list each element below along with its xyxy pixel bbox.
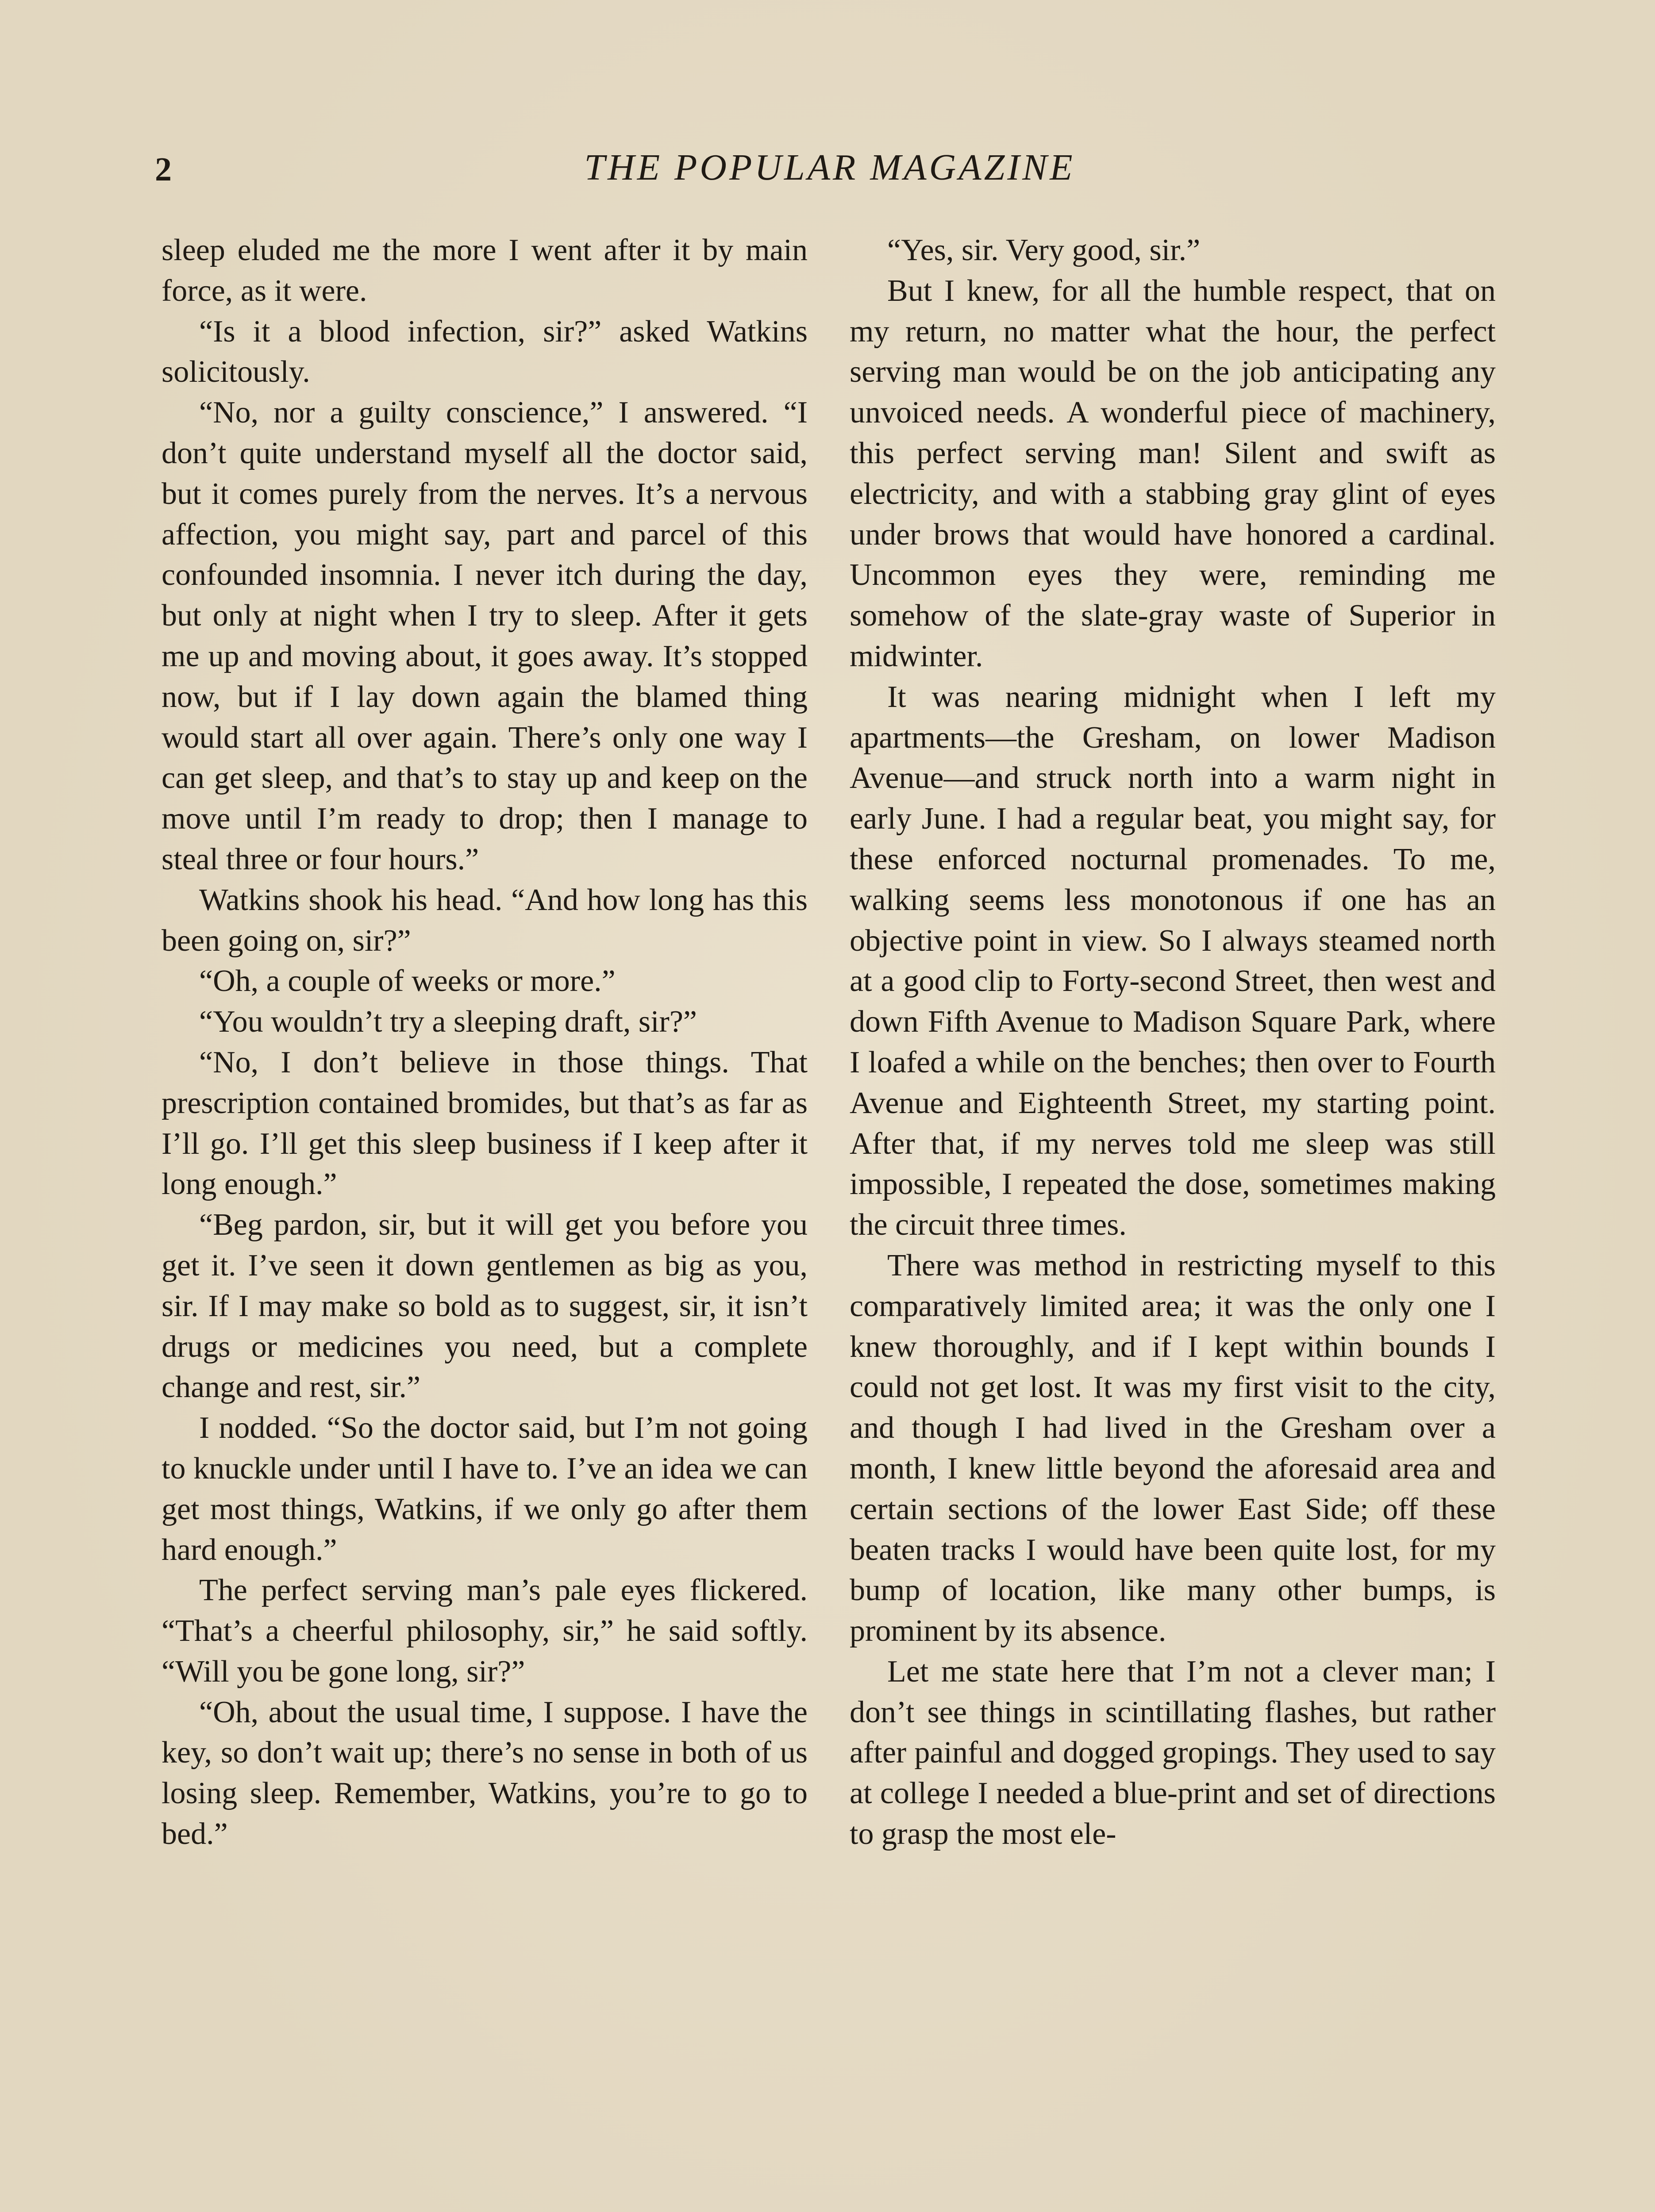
paragraph: Watkins shook his head. “And how long has this been going on, sir?”: [162, 883, 808, 958]
paragraph: “You wouldn’t try a sleeping draft, sir?”: [199, 1005, 697, 1039]
right-column: [850, 230, 1496, 1855]
page-header: [155, 146, 1505, 204]
paragraph: “Is it a blood infection, sir?” asked Watkins solicitously.: [162, 314, 808, 389]
paragraph: “No, nor a guilty conscience,” I answered. “I don’t quite understand myself all the doctor said, but it comes purely from the nerves. It’s a nervous affection, you might say, part and parcel of this confounded insomnia. I never itch during the day, but only at night when I try to sleep. After it gets me up and moving about, it goes away. It’s stopped now, but if I lay down again the blamed thing would start all over again. There’s only one way I can get sleep, and that’s to stay up and keep on the move until I’m ready to drop; then I manage to steal three or four hours.”: [162, 396, 808, 876]
paragraph: “No, I don’t believe in those things. That prescription contained bromides, but that’s as far as I’ll go. I’ll get this sleep business if I keep after it long enough.”: [162, 1045, 808, 1202]
left-column: [162, 230, 808, 1855]
page-number: 2: [155, 151, 172, 188]
paragraph: I nodded. “So the doctor said, but I’m not going to knuckle under until I have to. I’ve an idea we can get most things, Watkins, if we only go after them hard enough.”: [162, 1411, 808, 1567]
paragraph: There was method in restricting myself to this comparatively limited area; it was the only one I knew thoroughly, and if I kept within bounds I could not get lost. It was my first visit to the city, and though I had lived in the Gresham over a month, I knew little beyond the aforesaid area and certain sections of the lower East Side; off these beaten tracks I would have been quite lost, for my bump of location, like many other bumps, is prominent by its absence.: [850, 1248, 1496, 1648]
paragraph: sleep eluded me the more I went after it by main force, as it were.: [162, 233, 808, 308]
paragraph: “Beg pardon, sir, but it will get you before you get it. I’ve seen it down gentlemen as big as you, sir. If I may make so bold as to suggest, sir, it isn’t drugs or medicines you need, but a complete change and rest, sir.”: [162, 1208, 808, 1405]
paragraph: But I knew, for all the humble respect, that on my return, no matter what the hour, the perfect serving man would be on the job anticipating any unvoiced needs. A wonderful piece of machinery, this perfect serving man! Silent and swift as electricity, and with a stabbing gray glint of eyes under brows that would have honored a cardinal. Uncommon eyes they were, reminding me somehow of the slate-gray waste of Superior in midwinter.: [850, 273, 1496, 673]
paragraph: “Oh, a couple of weeks or more.”: [199, 964, 616, 998]
running-title: THE POPULAR MAGAZINE: [584, 147, 1075, 188]
paragraph: The perfect serving man’s pale eyes flickered. “That’s a cheerful philosophy, sir,” he said softly. “Will you be gone long, sir?”: [162, 1573, 808, 1689]
paragraph: Let me state here that I’m not a clever man; I don’t see things in scintillating flashes, but rather after painful and dogged gropings. They used to say at college I needed a blue-print and set of directions to grasp the most ele-: [850, 1654, 1496, 1851]
paragraph: “Yes, sir. Very good, sir.”: [887, 233, 1201, 267]
paragraph: “Oh, about the usual time, I suppose. I have the key, so don’t wait up; there’s no sense in both of us losing sleep. Remember, Watkins, you’re to go to bed.”: [162, 1695, 808, 1851]
paragraph: It was nearing midnight when I left my apartments—the Gresham, on lower Madison Avenue—and struck north into a warm night in early June. I had a regular beat, you might say, for these enforced nocturnal promenades. To me, walking seems less monotonous if one has an objective point in view. So I always steamed north at a good clip to Forty-second Street, then west and down Fifth Avenue to Madison Square Park, where I loafed a while on the benches; then over to Fourth Avenue and Eighteenth Street, my starting point. After that, if my nerves told me sleep was still impossible, I repeated the dose, sometimes making the circuit three times.: [850, 680, 1496, 1242]
